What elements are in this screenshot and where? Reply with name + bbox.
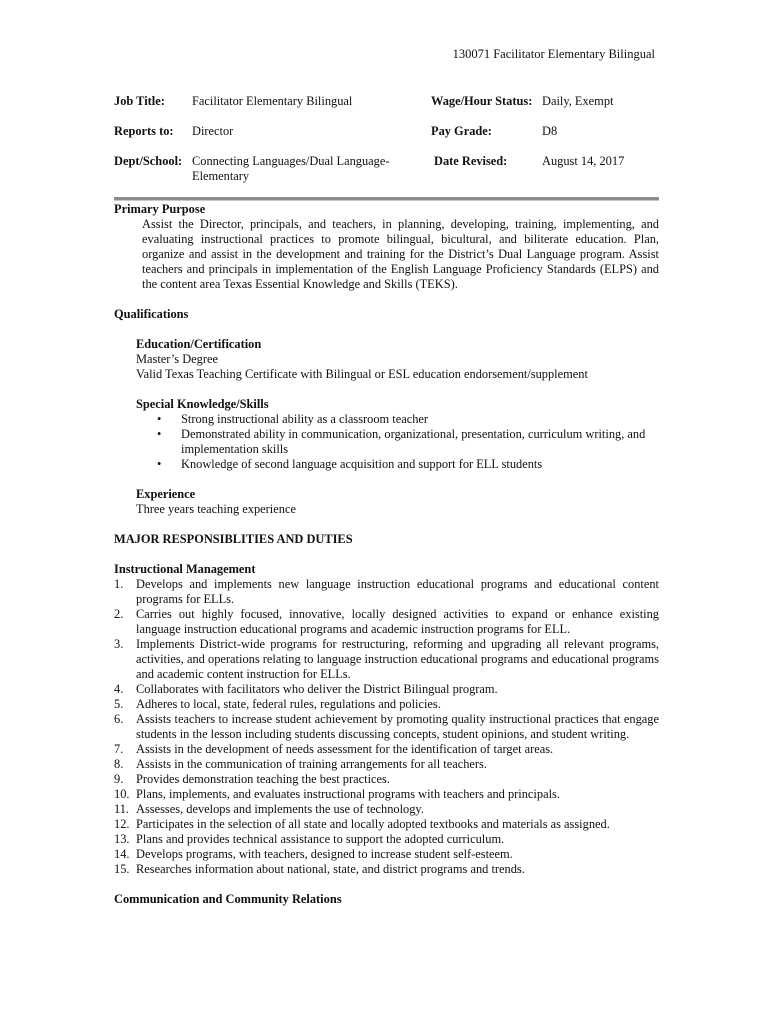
job-title-label: Job Title:: [114, 94, 165, 108]
info-row-reports-to: [114, 124, 659, 154]
experience-text: Three years teaching experience: [136, 502, 296, 516]
date-revised-label: Date Revised:: [434, 154, 508, 168]
duty-item: 3. Implements District-wide programs for restructuring, reforming and upgrading all relevant programs, activities, and operations relating to language instruction educational programs and educational programs and academic content instruction for ELLs.: [114, 637, 659, 681]
skills-list-item: • Demonstrated ability in communication, organizational, presentation, curriculum writing, and implementation skills: [157, 427, 646, 456]
info-row-job-title: [114, 94, 659, 124]
duty-item: 8. Assists in the communication of training arrangements for all teachers.: [114, 757, 487, 771]
bullet-icon: •: [157, 457, 162, 471]
duty-item: 15. Researches information about national, state, and district programs and trends.: [114, 862, 525, 876]
duty-item: 2. Carries out highly focused, innovative, locally designed activities to expand or enhance existing language instruction educational programs and academic instruction programs for ELL.: [114, 607, 659, 636]
skills-list: [114, 412, 659, 472]
primary-purpose-text: Assist the Director, principals, and teachers, in planning, developing, training, implementing, and evaluating instructional practices to promote bilingual, bicultural, and biliterate education. Plan, organize and assist in the development and training for the District’s Dual Language program. Assist teachers and principals in implementation of the English Language Proficiency Standards (ELPS) and the content area Texas Essential Knowledge and Skills (TEKS).: [142, 217, 659, 291]
duty-item: 5. Adheres to local, state, federal rules, regulations and policies.: [114, 697, 441, 711]
duty-item: 14. Develops programs, with teachers, designed to increase student self-esteem.: [114, 847, 513, 861]
duty-item: 6. Assists teachers to increase student achievement by promoting quality instructional practices that engage students in the lesson including students discussing concepts, student opinions, and student writing.: [114, 712, 659, 741]
dept-school-label: Dept/School:: [114, 154, 183, 168]
dept-school-value-line1: Connecting Languages/Dual Language-: [192, 154, 390, 168]
communication-heading: Communication and Community Relations: [114, 892, 342, 906]
reports-to-label: Reports to:: [114, 124, 174, 138]
duty-item: 9. Provides demonstration teaching the best practices.: [114, 772, 390, 786]
skills-list-item: • Knowledge of second language acquisition and support for ELL students: [157, 457, 543, 471]
skills-heading: Special Knowledge/Skills: [136, 397, 269, 411]
dept-school-value-line2: Elementary: [192, 169, 250, 183]
skills-list-item: • Strong instructional ability as a classroom teacher: [157, 412, 429, 426]
job-info-table: [114, 94, 659, 188]
duties-list: [114, 577, 659, 877]
education-heading: Education/Certification: [136, 337, 262, 351]
info-row-dept: [114, 154, 659, 188]
duty-item: 4. Collaborates with facilitators who deliver the District Bilingual program.: [114, 682, 498, 696]
primary-purpose-heading: Primary Purpose: [114, 202, 206, 216]
instructional-management-heading: Instructional Management: [114, 562, 256, 576]
reports-to-value: Director: [192, 124, 234, 138]
bullet-icon: •: [157, 427, 162, 441]
duty-item: 7. Assists in the development of needs assessment for the identification of target areas.: [114, 742, 554, 756]
document-body: [114, 202, 659, 907]
qualifications-heading: Qualifications: [114, 307, 189, 321]
header-divider: [114, 197, 659, 201]
education-certificate: Valid Texas Teaching Certificate with Bilingual or ESL education endorsement/supplement: [136, 367, 588, 381]
duty-item: 1. Develops and implements new language instruction educational programs and educational content programs for ELLs.: [114, 577, 659, 606]
pay-grade-value: D8: [542, 124, 558, 138]
education-degree: Master’s Degree: [136, 352, 218, 366]
pay-grade-label: Pay Grade:: [431, 124, 492, 138]
duty-item: 12. Participates in the selection of all state and locally adopted textbooks and materials as assigned.: [114, 817, 610, 831]
document-header-code: 130071 Facilitator Elementary Bilingual: [452, 47, 655, 61]
duty-item: 10. Plans, implements, and evaluates instructional programs with teachers and principals.: [114, 787, 560, 801]
job-title-value: Facilitator Elementary Bilingual: [192, 94, 353, 108]
duty-item: 13. Plans and provides technical assistance to support the adopted curriculum.: [114, 832, 505, 846]
wage-status-label: Wage/Hour Status:: [431, 94, 533, 108]
duty-item: 11. Assesses, develops and implements the use of technology.: [114, 802, 424, 816]
dept-school-value: [192, 154, 407, 184]
date-revised-value: August 14, 2017: [542, 154, 625, 168]
wage-status-value: Daily, Exempt: [542, 94, 614, 108]
bullet-icon: •: [157, 412, 162, 426]
experience-heading: Experience: [136, 487, 196, 501]
duties-heading: MAJOR RESPONSIBLITIES AND DUTIES: [114, 532, 353, 546]
